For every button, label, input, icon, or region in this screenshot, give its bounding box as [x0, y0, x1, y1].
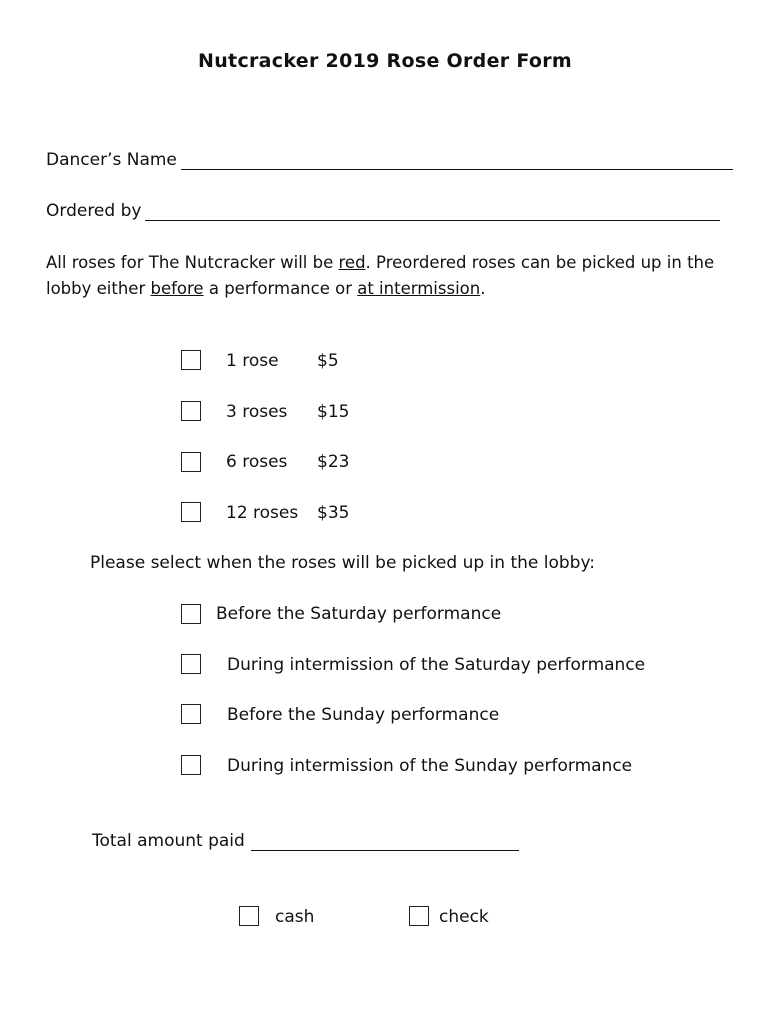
check-label: check — [439, 907, 489, 927]
pickup-sat-intermission-checkbox[interactable] — [181, 654, 201, 674]
form-title: Nutcracker 2019 Rose Order Form — [198, 50, 572, 72]
rose-option-1-checkbox[interactable] — [181, 350, 201, 370]
pickup-sun-intermission-checkbox[interactable] — [181, 755, 201, 775]
rose-option-12-checkbox[interactable] — [181, 502, 201, 522]
rose-option-1-label: 1 rose — [226, 351, 279, 371]
total-amount-field[interactable] — [251, 833, 519, 851]
cash-checkbox[interactable] — [239, 906, 259, 926]
rose-option-3-price: $15 — [317, 402, 350, 422]
rose-option-3-checkbox[interactable] — [181, 401, 201, 421]
dancer-name-label: Dancer’s Name — [46, 150, 177, 170]
pickup-sun-intermission-label: During intermission of the Sunday performance — [227, 756, 633, 776]
total-label: Total amount paid — [92, 831, 245, 851]
intro-paragraph — [46, 250, 736, 302]
intro-text-2: . Preordered roses can be picked up in the lobby either — [46, 253, 715, 298]
pickup-sat-intermission-label: During intermission of the Saturday performance — [227, 655, 646, 675]
rose-option-6-label: 6 roses — [226, 452, 288, 472]
ordered-by-label: Ordered by — [46, 201, 142, 221]
intro-intermission-underlined: at intermission — [357, 279, 481, 298]
total-row — [92, 831, 519, 851]
intro-red-underlined: red — [338, 253, 366, 272]
intro-text-3: a performance or — [203, 279, 358, 298]
dancer-name-field[interactable] — [181, 152, 733, 170]
intro-before-underlined: before — [150, 279, 204, 298]
pickup-sat-before-label: Before the Saturday performance — [216, 604, 502, 624]
pickup-sun-before-label: Before the Sunday performance — [227, 705, 500, 725]
pickup-sat-before-checkbox[interactable] — [181, 604, 201, 624]
rose-option-12-price: $35 — [317, 503, 350, 523]
rose-option-1-price: $5 — [317, 351, 339, 371]
intro-text-1: All roses for The Nutcracker will be — [46, 253, 339, 272]
cash-label: cash — [275, 907, 315, 927]
rose-option-3-label: 3 roses — [226, 402, 288, 422]
ordered-by-field[interactable] — [145, 203, 720, 221]
rose-option-12-label: 12 roses — [226, 503, 299, 523]
rose-option-6-checkbox[interactable] — [181, 452, 201, 472]
pickup-prompt: Please select when the roses will be picked up in the lobby: — [90, 553, 596, 573]
intro-text-4: . — [480, 279, 486, 298]
ordered-by-row — [46, 201, 720, 221]
check-checkbox[interactable] — [409, 906, 429, 926]
rose-option-6-price: $23 — [317, 452, 350, 472]
dancer-name-row — [46, 150, 733, 170]
pickup-sun-before-checkbox[interactable] — [181, 704, 201, 724]
